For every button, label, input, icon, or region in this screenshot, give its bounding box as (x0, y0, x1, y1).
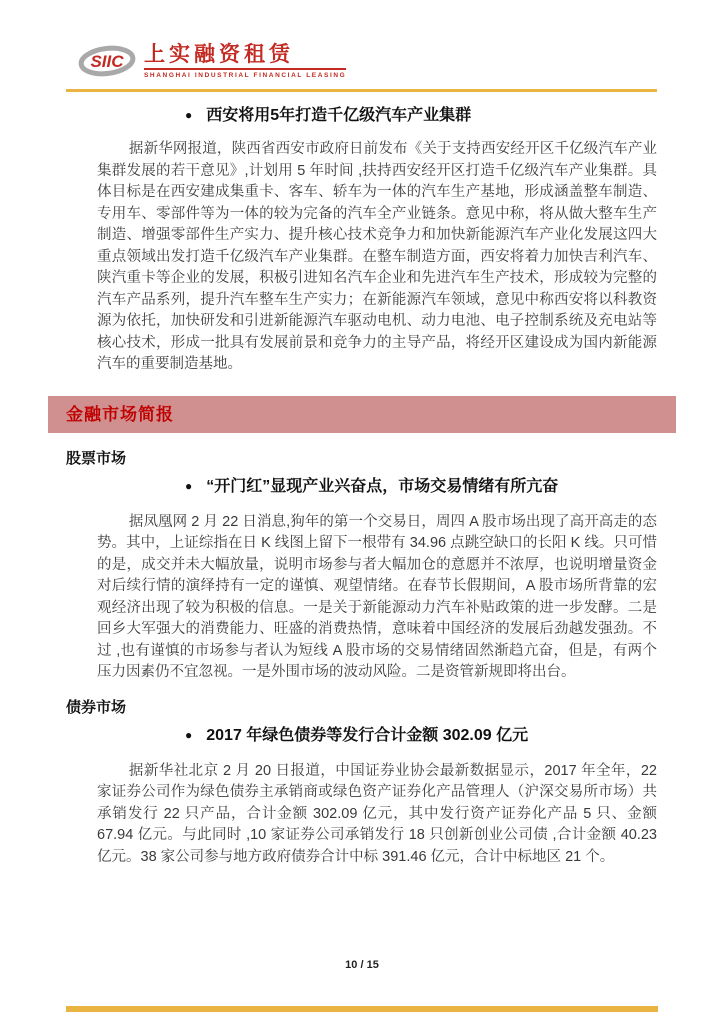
lead-article-title (185, 105, 657, 127)
header-rule (66, 89, 657, 92)
stock-article-title (185, 476, 657, 498)
section-label-bond-market: 债券市场 (66, 698, 127, 716)
svg-text:SIIC: SIIC (90, 52, 124, 71)
section-label-stock-market: 股票市场 (66, 449, 127, 467)
bullet-icon: ● (185, 108, 193, 122)
company-logo (78, 0, 657, 86)
bullet-icon: ● (185, 727, 193, 742)
bond-article-title-text: 2017 年绿色债券等发行合计金额 302.09 亿元 (206, 726, 529, 744)
logo-subtitle: SHANGHAI INDUSTRIAL FINANCIAL LEASING (144, 72, 347, 79)
siic-mark-icon (78, 41, 136, 81)
logo-company-name: 上实融资租赁 (144, 43, 346, 70)
section-banner (48, 396, 676, 433)
bond-article-title (185, 725, 657, 747)
lead-article-title-text: 西安将用5年打造千亿级汽车产业集群 (206, 107, 472, 124)
bullet-icon: ● (185, 478, 193, 493)
page-number: 10 / 15 (345, 959, 379, 971)
lead-article-body: 据新华网报道，陕西省西安市政府日前发布《关于支持西安经开区千亿级汽车产业集群发展的若干意见》,计划用 5 年时间 ,扶持西安经开区打造千亿级汽车产业集群。具体目标是在西安建成集重卡、客车、轿车为一体的汽车生产基地，形成涵盖整车制造、专用车、零部件等为一体的较为完备的汽车全产业链条。意见中称，将从做大整车生产制造、增强零部件生产实力、提升核心技术竞争力和加快新能源汽车产业化发展这四大重点领域出发打造千亿级汽车产业集群。在整车制造方面，西安将着力加快吉利汽车、陕汽重卡等企业的发展，积极引进知名汽车企业和先进汽车生产技术，形成较为完整的汽车产品系列，提升汽车整车生产实力；在新能源汽车领域，意见中称西安将以科教资源为依托，加快研发和引进新能源汽车驱动电机、动力电池、电子控制系统及充电站等核心技术，形成一批具有发展前景和竞争力的主导产品，将经开区建设成为国内新能源汽车的重要制造基地。 (97, 141, 657, 372)
stock-article-body: 据凤凰网 2 月 22 日消息,狗年的第一个交易日，周四 A 股市场出现了高开高走的态势。其中，上证综指在日 K 线图上留下一根带有 34.96 点跳空缺口的长阳 K 线。只可惜的是，成交并未大幅放量，说明市场参与者大幅加仓的意愿并不浓厚，也说明增量资金对后续行情的演绎持有一定的谨慎、观望情绪。在春节长假期间，A 股市场所背靠的宏观经济出现了较为积极的信息。一是关于新能源动力汽车补贴政策的进一步发酵。二是回乡大军强大的消费能力、旺盛的消费热情，意味着中国经济的发展后劲越发强劲。不过 ,也有谨慎的市场参与者认为短线 A 股市场的交易情绪固然渐趋亢奋，但是，有两个压力因素仍不宜忽视。一是外围市场的波动风险。二是资管新规即将出台。 (97, 513, 657, 680)
bond-article-body: 据新华社北京 2 月 20 日报道，中国证券业协会最新数据显示，2017 年全年，22 家证券公司作为绿色债券主承销商或绿色资产证券化产品管理人（沪深交易所市场）共承销发行 22 只产品，合计金额 302.09 亿元，其中发行资产证券化产品 5 只、金额 67.94 亿元。与此同时 ,10 家证券公司承销发行 18 只创新创业公司债 ,合计金额 40.23 亿元。38 家公司参与地方政府债券合计中标 391.46 亿元，合计中标地区 21 个。 (97, 762, 657, 865)
footer-rule (66, 1006, 658, 1012)
stock-article-title-text: “开门红”显现产业兴奋点，市场交易情绪有所亢奋 (206, 477, 559, 495)
section-banner-title: 金融市场简报 (66, 404, 174, 424)
